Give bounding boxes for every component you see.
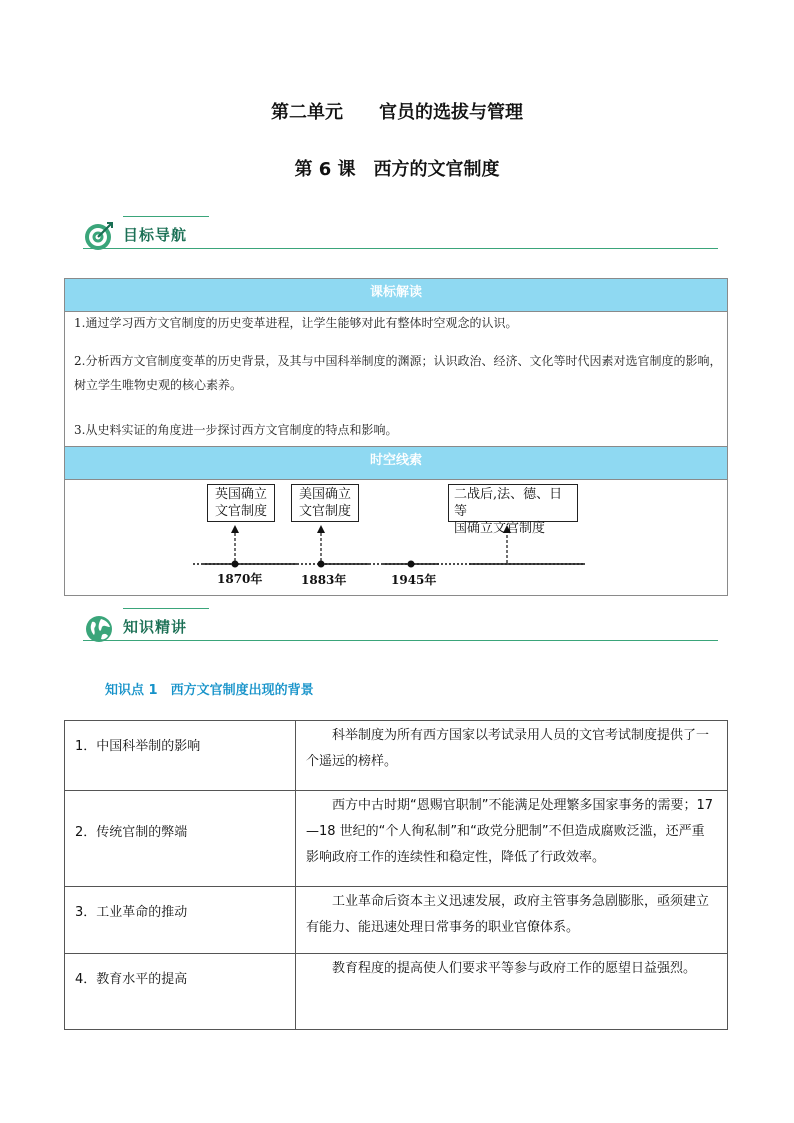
standards-heading: 课标解读 xyxy=(65,279,727,312)
row-label: 1．中国科举制的影响 xyxy=(65,721,296,791)
timeline xyxy=(65,479,727,599)
timeline-event-box xyxy=(291,484,359,522)
row-label: 3．工业革命的推动 xyxy=(65,887,296,954)
row-content: 西方中古时期“恩赐官职制”不能满足处理繁多国家事务的需要；17—18 世纪的“个人徇私制”和“政党分肥制”不但造成腐败泛滥，还严重影响政府工作的连续性和稳定性，降低了行政效率。 xyxy=(296,791,728,887)
banner-accent-line xyxy=(123,216,209,217)
row-content: 教育程度的提高使人们要求平等参与政府工作的愿望日益强烈。 xyxy=(296,954,728,1030)
event-text: 文官制度 xyxy=(214,504,267,519)
event-text: 英国确立 xyxy=(214,487,267,502)
standard-item-1: 1.通过学习西方文官制度的历史变革进程，让学生能够对此有整体时空观念的认识。 xyxy=(74,316,518,330)
unit-title: 第二单元 官员的选拔与管理 xyxy=(271,102,523,123)
row-label: 4．教育水平的提高 xyxy=(65,954,296,1030)
banner-divider xyxy=(83,248,718,249)
lesson-title: 第 6 课 西方的文官制度 xyxy=(294,159,500,180)
event-text: 国确立文官制度 xyxy=(454,521,546,536)
knowledge-point-title: 知识点 1 西方文官制度出现的背景 xyxy=(105,683,314,698)
timeline-year: 1945年 xyxy=(391,573,437,587)
goal-nav-label: 目标导航 xyxy=(123,226,188,244)
row-content: 工业革命后资本主义迅速发展，政府主管事务急剧膨胀，亟须建立有能力、能迅速处理日常事务的职业官僚体系。 xyxy=(296,887,728,954)
timeline-event-box xyxy=(448,484,578,536)
knowledge-point-table xyxy=(64,720,728,1030)
standards-box xyxy=(64,278,728,596)
event-text: 二战后,法、德、日等 xyxy=(454,487,563,519)
timeline-event-box xyxy=(207,484,275,522)
table-row xyxy=(65,791,728,887)
row-label: 2．传统官制的弊端 xyxy=(65,791,296,887)
table-row xyxy=(65,721,728,791)
standard-item-2: 2.分析西方文官制度变革的历史背景，及其与中国科举制度的渊源；认识政治、经济、文化等时代因素对选官制度的影响，树立学生唯物史观的核心素养。 xyxy=(74,354,722,392)
event-text: 文官制度 xyxy=(298,504,351,519)
banner-accent-line xyxy=(123,608,209,609)
row-content: 科举制度为所有西方国家以考试录用人员的文官考试制度提供了一个遥远的榜样。 xyxy=(296,721,728,791)
knowledge-banner xyxy=(83,606,718,646)
table-row xyxy=(65,887,728,954)
knowledge-label: 知识精讲 xyxy=(123,618,188,636)
timeline-year: 1883年 xyxy=(301,573,347,587)
table-row xyxy=(65,954,728,1030)
goal-nav-banner xyxy=(83,214,718,254)
timeline-heading: 时空线索 xyxy=(65,446,727,480)
banner-divider xyxy=(83,640,718,641)
event-text: 美国确立 xyxy=(298,487,351,502)
standard-item-3: 3.从史料实证的角度进一步探讨西方文官制度的特点和影响。 xyxy=(74,423,398,437)
timeline-year: 1870年 xyxy=(217,572,263,586)
